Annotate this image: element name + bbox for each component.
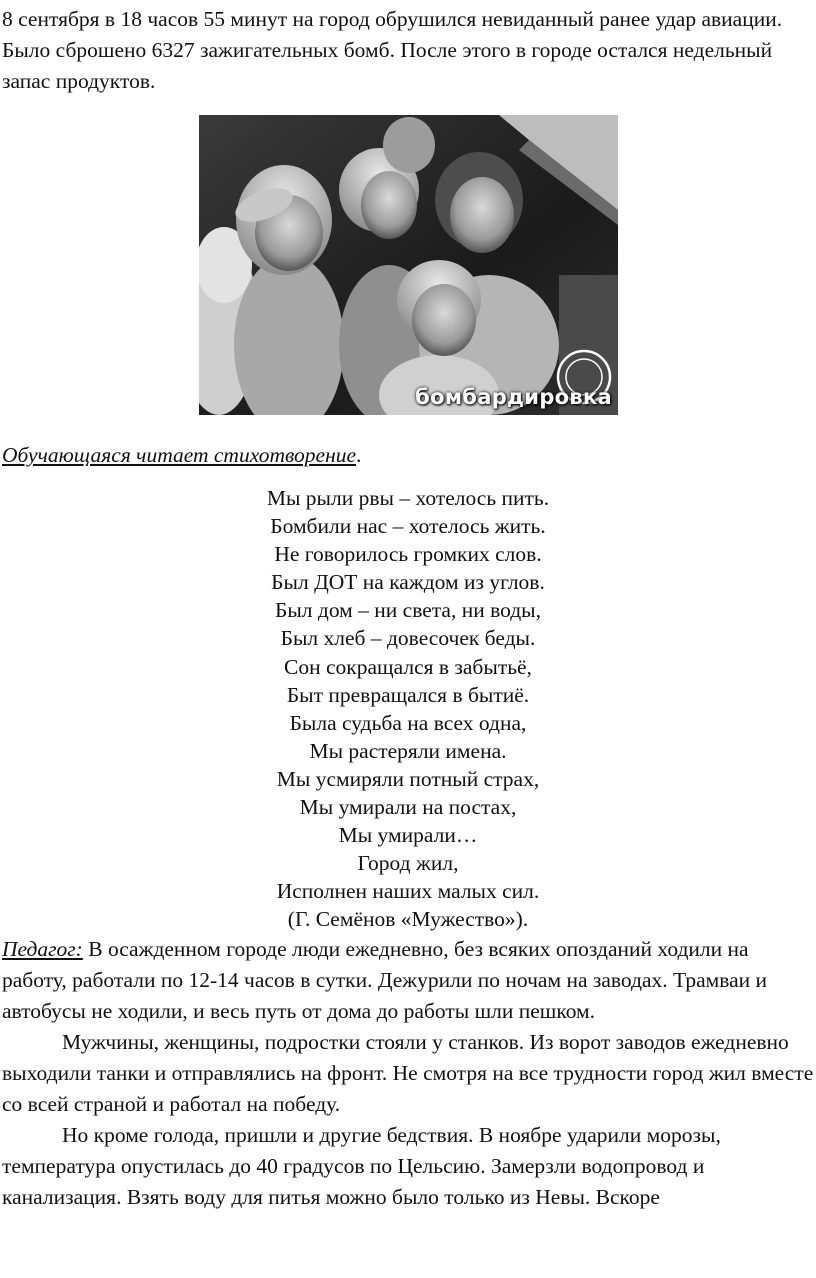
poem-line: Исполнен наших малых сил. xyxy=(276,879,540,904)
bombing-photo xyxy=(199,115,618,415)
poem-line: Сон сокращался в забытьё, xyxy=(284,654,532,679)
teacher-section xyxy=(2,934,814,1213)
teacher-paragraph xyxy=(2,934,814,1027)
photo-watermark-caption: бомбардировка xyxy=(415,385,612,409)
poem-line: Был хлеб – довесочек беды. xyxy=(280,626,536,651)
teacher-role: Педагог: xyxy=(2,937,83,961)
poem-line: Быт превращался в бытиё. xyxy=(286,682,530,707)
poem-line: Мы умирали на постах, xyxy=(299,795,517,820)
poem-line: Город жил, xyxy=(357,851,459,876)
poem-line: Мы рыли рвы – хотелось пить. xyxy=(266,486,550,510)
teacher-paragraph-text: В осажденном городе люди ежедневно, без всяких опозданий ходили на работу, работали по 12-14 часов в сутки. Дежурили по ночам на заводах. Трамваи и автобусы не ходили, и весь путь от дома до работы шли пешком. xyxy=(2,937,768,1023)
poem-line: Не говорилось громких слов. xyxy=(274,542,542,567)
intro-paragraph: 8 сентября в 18 часов 55 минут на город обрушился невиданный ранее удар авиации. Было сброшено 6327 зажигательных бомб. После этого в городе остался недельный запас продуктов. xyxy=(2,7,783,93)
reader-line xyxy=(2,440,361,470)
reader-role: Обучающаяся читает стихотворение xyxy=(2,443,357,467)
poem-author-line: (Г. Семёнов «Мужество»). xyxy=(287,907,529,932)
poem xyxy=(150,484,666,934)
poem-line: Бомбили нас – хотелось жить. xyxy=(270,514,546,539)
poem-line: Был ДОТ на каждом из углов. xyxy=(271,570,545,595)
poem-line: Мы растеряли имена. xyxy=(309,738,507,763)
teacher-paragraph: Но кроме голода, пришли и другие бедствия. В ноябре ударили морозы, температура опустилась до 40 градусов по Цельсию. Замерзли водопровод и канализация. Взять воду для питья можно было только из Невы. Вскоре xyxy=(2,1123,721,1209)
poem-line: Был дом – ни света, ни воды, xyxy=(274,598,541,623)
reader-line-suffix: . xyxy=(356,443,362,467)
teacher-paragraph: Мужчины, женщины, подростки стояли у станков. Из ворот заводов ежедневно выходили танки и отправлялись на фронт. Не смотря на все трудности город жил вместе со всей страной и работал на победу. xyxy=(2,1030,814,1116)
children-photo-illustration xyxy=(199,115,618,415)
poem-line: Мы усмиряли потный страх, xyxy=(276,766,540,791)
poem-line: Была судьба на всех одна, xyxy=(289,710,527,735)
poem-line: Мы умирали… xyxy=(338,823,478,848)
